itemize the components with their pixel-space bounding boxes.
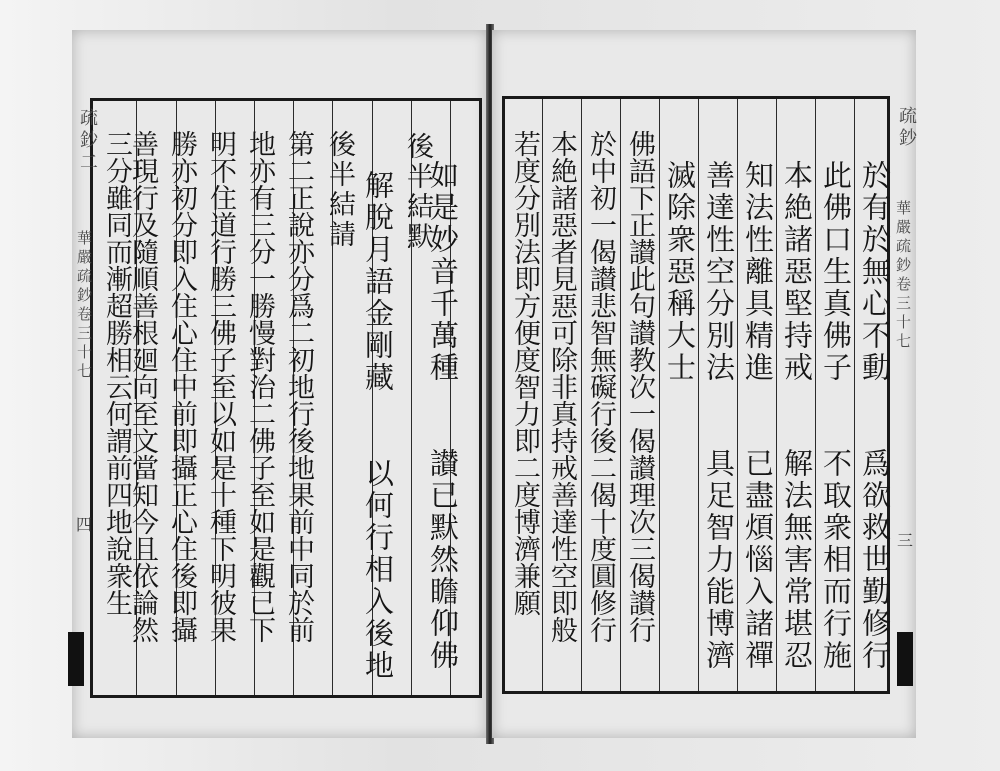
- left-text-column-7: 明不住道行勝三佛子至以如是十種下明彼果: [205, 130, 236, 643]
- right-text-column-2: 此佛口生真佛子 不取衆相而行施: [819, 160, 853, 672]
- left-text-column-6: 地亦有三分一勝慢對治二佛子至如是觀已下: [244, 130, 275, 643]
- right-text-column-1: 於有於無心不動 爲欲救世勤修行: [858, 160, 892, 672]
- right-text-column-7: 佛語下正讃此句讃教次一偈讃理次三偈讃行: [624, 130, 655, 643]
- left-text-column-2: 後半結默: [402, 132, 433, 252]
- right-text-column-10: 若度分別法即方便度智力即二度博濟兼願: [509, 130, 540, 616]
- left-folio-number: 四: [76, 515, 93, 534]
- left-banxin-subtitle: 華嚴疏鈔卷三十七: [75, 230, 93, 382]
- right-column-rule: [542, 99, 543, 691]
- right-text-column-9: 本絶諸惡者見惡可除非真持戒善達性空即般: [546, 130, 577, 643]
- right-folio-number: 三: [897, 531, 914, 550]
- left-text-column-10: 三分雖同而漸超勝相云何謂前四地說衆生: [101, 130, 132, 616]
- right-column-rule: [776, 99, 777, 691]
- right-text-column-6: 滅除衆惡稱大士: [663, 160, 697, 384]
- left-banxin-title: 疏鈔二: [77, 108, 98, 174]
- left-text-column-8: 勝亦初分即入住心住中前即攝正心住後即攝: [166, 130, 197, 643]
- left-text-column-1: 如是妙音千萬種 讃已默然瞻仰佛: [426, 160, 460, 672]
- right-column-rule: [854, 99, 855, 691]
- left-text-column-9: 善現行及隨順善根廻向至文當知今且依論然: [127, 130, 158, 643]
- left-text-column-3: 解脫月語金剛藏 以何行相入後地: [361, 170, 395, 682]
- right-text-column-3: 本絶諸惡堅持戒 解法無害常堪忍: [780, 160, 814, 672]
- right-column-rule: [620, 99, 621, 691]
- right-column-rule: [815, 99, 816, 691]
- right-column-rule: [737, 99, 738, 691]
- right-column-rule: [698, 99, 699, 691]
- right-banxin-subtitle: 華嚴疏鈔卷三十七: [894, 200, 912, 352]
- right-text-column-8: 於中初一偈讃悲智無礙行後二偈十度圓修行: [585, 130, 616, 643]
- right-edge-tab: [897, 632, 913, 686]
- right-text-column-4: 知法性離具精進 已盡煩惱入諸禪: [741, 160, 775, 672]
- right-column-rule: [581, 99, 582, 691]
- left-edge-tab: [68, 632, 84, 686]
- right-banxin-title: 疏鈔: [896, 106, 917, 150]
- left-text-column-5: 第二正說亦分爲二初地行後地果前中同於前: [283, 130, 314, 643]
- right-column-rule: [659, 99, 660, 691]
- right-text-column-5: 善達性空分別法 具足智力能博濟: [702, 160, 736, 672]
- left-text-column-4: 後半結請: [324, 130, 355, 250]
